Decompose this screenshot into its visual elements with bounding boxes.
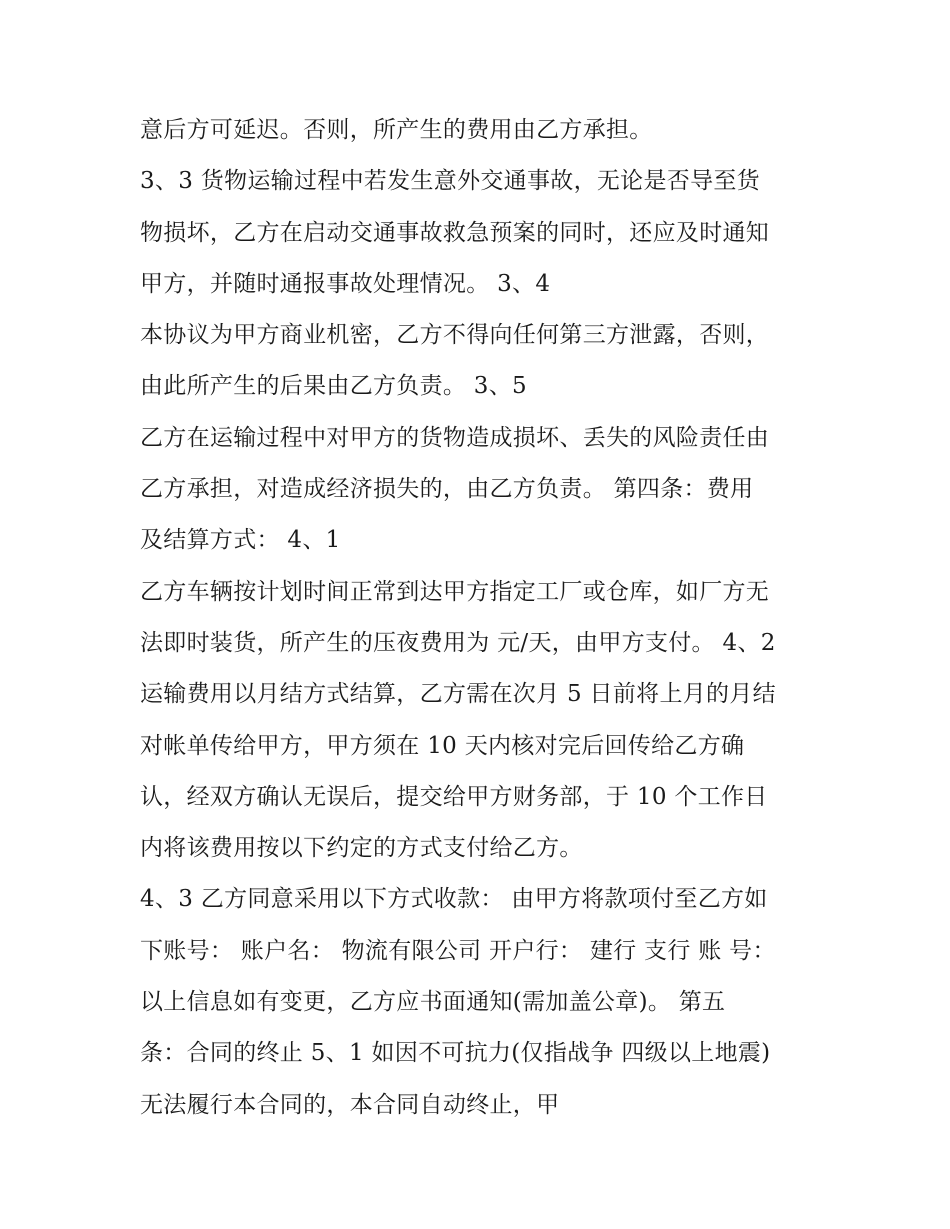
text-line: 本协议为甲方商业机密，乙方不得向任何第三方泄露，否则， (140, 322, 770, 349)
text-line: 乙方承担，对造成经济损失的，由乙方负责。 第四条：费用 (140, 476, 754, 503)
text-line: 下账号： 账户名： 物流有限公司 开户行： 建行 支行 账 号： (140, 937, 776, 964)
text-line: 由此所产生的后果由乙方负责。 3、5 (140, 373, 527, 400)
text-line: 意后方可延迟。否则，所产生的费用由乙方承担。 (140, 117, 653, 143)
text-line: 3、3 货物运输过程中若发生意外交通事故，无论是否导至货 (140, 168, 760, 195)
text-line: 乙方车辆按计划时间正常到达甲方指定工厂或仓库，如厂方无 (140, 578, 770, 605)
text-line: 认，经双方确认无误后，提交给甲方财务部，于 10 个工作日 (140, 783, 768, 810)
text-line: 乙方在运输过程中对甲方的货物造成损坏、丢失的风险责任由 (140, 424, 770, 451)
text-line: 及结算方式： 4、1 (140, 527, 341, 554)
text-line: 运输费用以月结方式结算，乙方需在次月 5 日前将上月的月结 (140, 681, 776, 708)
text-line: 4、3 乙方同意采用以下方式收款： 由甲方将款项付至乙方如 (140, 886, 768, 913)
text-line: 法即时装货，所产生的压夜费用为 元/天，由甲方支付。 4、2 (140, 629, 776, 656)
text-line: 以上信息如有变更，乙方应书面通知(需加盖公章)。 第五 (140, 989, 726, 1016)
contract-text-body (140, 105, 820, 1131)
text-line: 物损坏，乙方在启动交通事故救急预案的同时，还应及时通知 (140, 219, 770, 246)
text-line: 条：合同的终止 5、1 如因不可抗力(仅指战争 四级以上地震) (140, 1040, 771, 1067)
text-line: 无法履行本合同的，本合同自动终止，甲 (140, 1091, 560, 1118)
text-line: 甲方，并随时通报事故处理情况。 3、4 (140, 270, 551, 297)
text-line: 内将该费用按以下约定的方式支付给乙方。 (140, 835, 583, 862)
text-line: 对帐单传给甲方，甲方须在 10 天内核对完后回传给乙方确 (140, 732, 745, 759)
